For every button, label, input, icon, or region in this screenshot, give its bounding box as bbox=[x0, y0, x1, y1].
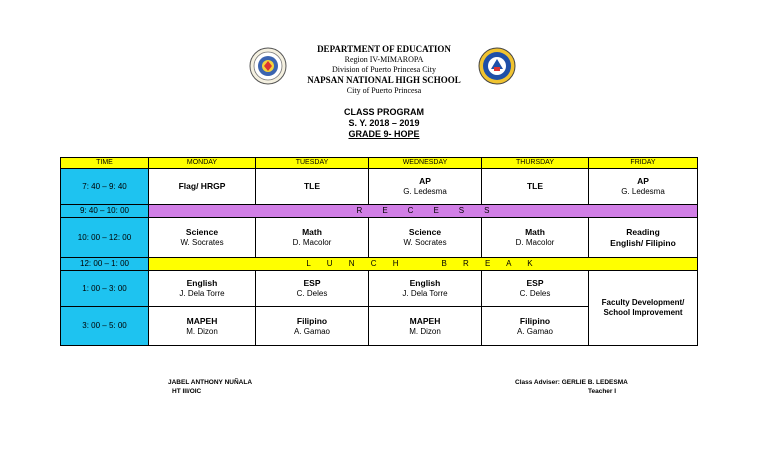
schedule-cell bbox=[369, 307, 482, 346]
table-row bbox=[61, 271, 698, 307]
department-name: DEPARTMENT OF EDUCATION bbox=[317, 44, 451, 54]
recess-row bbox=[61, 205, 698, 218]
grade-section: GRADE 9- HOPE bbox=[348, 129, 420, 139]
subject-name: MAPEH bbox=[186, 315, 218, 326]
teacher-name: G. Ledesma bbox=[403, 187, 447, 196]
column-header: WEDNESDAY bbox=[369, 158, 482, 169]
city-name: City of Puerto Princesa bbox=[346, 86, 422, 95]
schedule-cell bbox=[149, 218, 256, 258]
schedule-cell bbox=[256, 307, 369, 346]
subject-name: English bbox=[409, 278, 441, 288]
principal-name: JABEL ANTHONY NUÑALA bbox=[168, 379, 253, 386]
teacher-name: M. Dizon bbox=[186, 326, 218, 336]
schedule-cell bbox=[369, 271, 482, 307]
schedule-cell bbox=[369, 169, 482, 205]
teacher-name: A. Gamao bbox=[293, 326, 330, 336]
lunch-row bbox=[61, 258, 698, 271]
recess-letter: E bbox=[382, 206, 388, 215]
recess-letter: R bbox=[356, 206, 363, 215]
teacher-name: J. Dela Torre bbox=[402, 289, 448, 298]
teacher-name: English/ Filipino bbox=[610, 237, 676, 248]
schedule-cell bbox=[256, 218, 369, 258]
subject-name: TLE bbox=[303, 181, 321, 191]
subject-name: ESP bbox=[526, 278, 544, 288]
schedule-cell bbox=[256, 271, 369, 307]
program-title: CLASS PROGRAM bbox=[343, 107, 424, 117]
teacher-name: D. Macolor bbox=[292, 238, 332, 247]
column-header: TIME bbox=[61, 158, 149, 169]
principal-signature-block bbox=[168, 378, 252, 396]
class-schedule-table bbox=[60, 157, 698, 346]
column-header: THURSDAY bbox=[482, 158, 589, 169]
time-cell: 3: 00 – 5: 00 bbox=[61, 307, 149, 346]
subject-name: Science bbox=[185, 227, 219, 237]
column-header: MONDAY bbox=[149, 158, 256, 169]
time-cell: 12: 00 – 1: 00 bbox=[61, 258, 149, 271]
lunch-word: B R E A K bbox=[441, 259, 540, 268]
teacher-name: A. Gamao bbox=[516, 326, 553, 336]
school-year: S. Y. 2018 – 2019 bbox=[348, 118, 420, 128]
adviser-name: Class Adviser: GERLIE B. LEDESMA bbox=[515, 379, 628, 386]
subject-name: AP bbox=[637, 176, 649, 186]
schedule-cell bbox=[149, 271, 256, 307]
lunch-word: L U N C H bbox=[306, 259, 406, 268]
subject-name: AP bbox=[419, 176, 431, 186]
teacher-name: W. Socrates bbox=[180, 238, 224, 247]
subject-name: Math bbox=[302, 227, 322, 237]
subject-name: Filipino bbox=[519, 315, 551, 326]
time-cell: 10: 00 – 12: 00 bbox=[61, 218, 149, 258]
schedule-cell bbox=[589, 169, 698, 205]
document-header bbox=[0, 44, 768, 96]
schedule-cell bbox=[149, 169, 256, 205]
teacher-name: D. Macolor bbox=[515, 238, 555, 247]
subject-name: MAPEH bbox=[409, 315, 441, 326]
schedule-cell bbox=[149, 307, 256, 346]
schedule-cell bbox=[589, 218, 698, 258]
teacher-name: G. Ledesma bbox=[621, 187, 665, 196]
column-header: FRIDAY bbox=[589, 158, 698, 169]
adviser-role: Teacher I bbox=[588, 388, 617, 395]
schedule-cell bbox=[482, 271, 589, 307]
subject-name: Science bbox=[408, 227, 442, 237]
time-cell: 7: 40 – 9: 40 bbox=[61, 169, 149, 205]
recess-letter: E bbox=[433, 206, 439, 215]
lunch-band bbox=[149, 258, 698, 271]
subject-name: TLE bbox=[526, 181, 544, 191]
table-row bbox=[61, 169, 698, 205]
subject-name: English bbox=[186, 278, 218, 288]
table-row bbox=[61, 218, 698, 258]
teacher-name: W. Socrates bbox=[403, 238, 447, 247]
recess-band bbox=[149, 205, 698, 218]
principal-role: HT III/OIC bbox=[172, 388, 202, 395]
teacher-name: C. Deles bbox=[519, 289, 551, 298]
program-title-block bbox=[0, 107, 768, 140]
time-cell: 1: 00 – 3: 00 bbox=[61, 271, 149, 307]
recess-letter: S bbox=[484, 206, 490, 215]
subject-name: Filipino bbox=[296, 315, 328, 326]
faculty-development-cell: Faculty Development/ School Improvement bbox=[589, 271, 698, 346]
recess-letter: C bbox=[407, 206, 414, 215]
time-cell: 9: 40 – 10: 00 bbox=[61, 205, 149, 218]
subject-name: ESP bbox=[303, 278, 321, 288]
schedule-cell bbox=[482, 307, 589, 346]
teacher-name: J. Dela Torre bbox=[179, 289, 225, 298]
schedule-cell bbox=[256, 169, 369, 205]
region-name: Region IV-MIMAROPA bbox=[344, 55, 424, 64]
schedule-cell bbox=[482, 218, 589, 258]
table-header-row bbox=[61, 158, 698, 169]
recess-letter: S bbox=[458, 206, 465, 215]
teacher-name: C. Deles bbox=[296, 289, 328, 298]
schedule-cell bbox=[482, 169, 589, 205]
subject-name: Flag/ HRGP bbox=[178, 181, 226, 191]
teacher-name: M. Dizon bbox=[409, 326, 441, 336]
schedule-cell bbox=[369, 218, 482, 258]
subject-name: Math bbox=[525, 227, 545, 237]
subject-name: Reading bbox=[626, 226, 660, 237]
adviser-signature-block bbox=[515, 378, 628, 396]
school-name: NAPSAN NATIONAL HIGH SCHOOL bbox=[307, 75, 461, 85]
division-name: Division of Puerto Princesa City bbox=[332, 65, 436, 74]
column-header: TUESDAY bbox=[256, 158, 369, 169]
